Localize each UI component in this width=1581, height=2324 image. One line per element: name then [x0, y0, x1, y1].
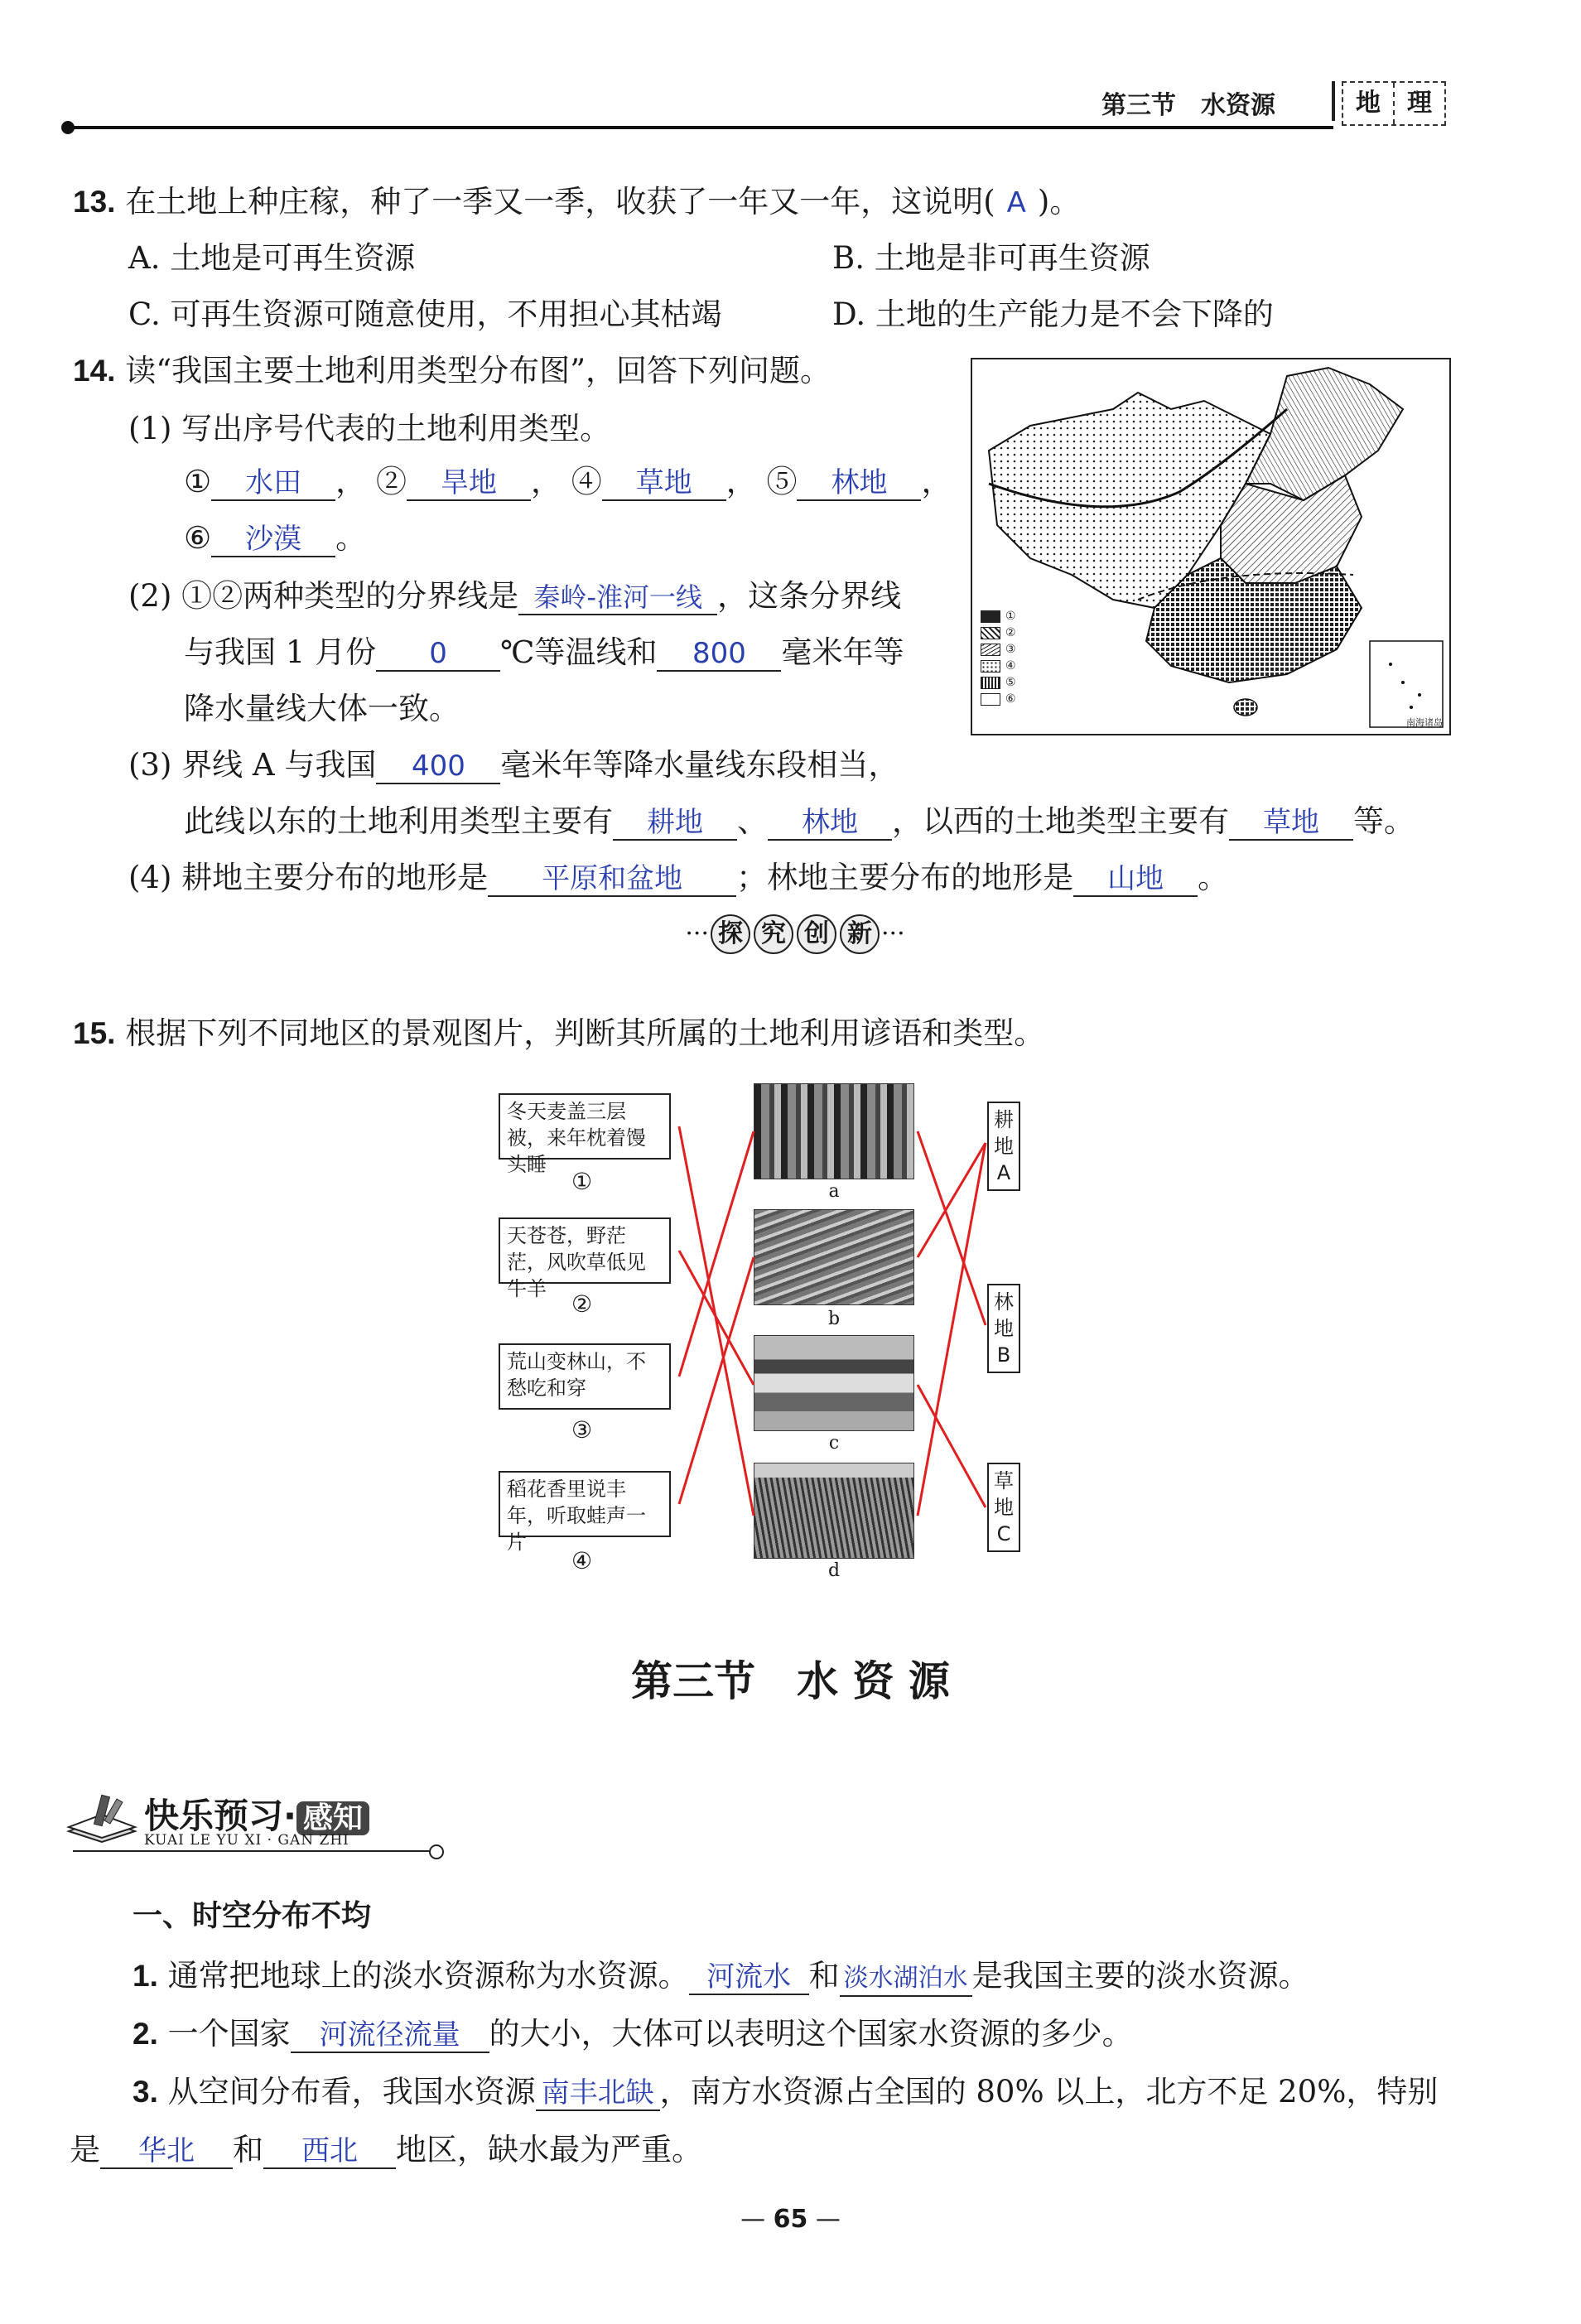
land-use-map [971, 358, 1451, 735]
map-legend [981, 608, 1016, 707]
answer-blank: 草地 [602, 466, 726, 501]
legend-row-5 [981, 674, 1016, 691]
q14-part3-line1 [128, 747, 899, 784]
dash-left: — [740, 2205, 774, 2234]
header-rule [66, 126, 1333, 129]
book-pen-icon [65, 1794, 139, 1844]
answer-blank: 河流水 [689, 1960, 809, 1995]
match-line [679, 1257, 754, 1504]
q13-option-b: B. 土地是非可再生资源 [832, 240, 1150, 276]
answer-blank: 沙漠 [211, 523, 335, 557]
q14-part1-row1 [184, 464, 952, 501]
page-header [66, 75, 1458, 133]
explore-char: 究 [754, 914, 793, 954]
header-section-title: 第三节 水资源 [1101, 91, 1275, 120]
item-number: ① [184, 464, 212, 499]
part1-heading: 一、时空分布不均 [133, 1899, 372, 1933]
q14-part2-line2 [184, 634, 904, 672]
q14-part1-label: (1) 写出序号代表的土地利用类型。 [128, 411, 611, 446]
text: 与我国 1 月份 [184, 634, 377, 670]
proverb-box-2: 天苍苍，野茫茫，风吹草低见牛羊 [499, 1217, 671, 1284]
answer-blank: 秦岭-淮河一线 [518, 581, 717, 615]
text: ；林地主要分布的地形是 [736, 860, 1074, 895]
photo-caption: d [827, 1560, 841, 1581]
q14-stem [73, 353, 831, 389]
subject-char-1: 地 [1343, 83, 1395, 124]
map-drawing [972, 359, 1449, 734]
legend-label: ① [1005, 610, 1016, 623]
explore-char: 新 [840, 914, 880, 954]
part1-q2 [133, 2016, 1133, 2053]
q13-number: 13. [73, 185, 116, 219]
text: 从空间分布看，我国水资源 [167, 2074, 536, 2109]
subject-box [1342, 81, 1446, 126]
q15-number: 15. [73, 1016, 116, 1050]
answer-blank: 华北 [100, 2134, 233, 2169]
map-hainan [1234, 699, 1257, 716]
photo-caption: c [828, 1433, 840, 1454]
answer-blank: 水田 [211, 466, 335, 501]
sep: ， [335, 464, 367, 499]
legend-label: ⑤ [1005, 676, 1016, 689]
type-box-grassland: 草地C [987, 1463, 1020, 1552]
map-inset [1370, 641, 1443, 727]
legend-label: ② [1005, 626, 1016, 639]
legend-row-4 [981, 658, 1016, 674]
match-line [679, 1251, 754, 1385]
text: 和 [233, 2132, 263, 2167]
text: 毫米年等 [781, 634, 904, 670]
q-number: 1. [133, 1959, 158, 1993]
text: 此线以东的土地利用类型主要有 [184, 803, 613, 839]
preview-end-circle [429, 1844, 444, 1859]
legend-row-3 [981, 641, 1016, 658]
answer-blank: 西北 [263, 2134, 396, 2169]
q-number: 3. [133, 2075, 158, 2109]
answer-blank: 0 [376, 637, 500, 672]
text: ，南方水资源占全国的 80% 以上，北方不足 20%，特别 [659, 2074, 1439, 2109]
text: (2) ①②两种类型的分界线是 [128, 578, 519, 614]
proverb-number: ③ [571, 1416, 593, 1444]
text: 地区，缺水最为严重。 [396, 2132, 702, 2167]
explore-char: 探 [711, 914, 750, 954]
answer-blank: 南丰北缺 [536, 2076, 660, 2111]
answer-blank: 400 [376, 750, 500, 784]
subject-char-2: 理 [1407, 89, 1432, 118]
q13-option-a: A. 土地是可再生资源 [128, 240, 416, 276]
text: ，这条分界线 [717, 578, 902, 614]
answer-blank: 800 [657, 637, 781, 672]
part1-q3-line2 [70, 2132, 702, 2169]
part1-q1 [133, 1958, 1309, 1997]
item-number: ⑤ [766, 464, 798, 499]
section-title: 第三节 水 资 源 [631, 1657, 950, 1705]
text: 和 [808, 1958, 840, 1994]
sep: ， [530, 464, 562, 499]
answer-blank: 林地 [797, 466, 921, 501]
q13-close: )。 [1037, 184, 1081, 219]
preview-banner [65, 1781, 454, 1855]
answer-blank: 旱地 [407, 466, 531, 501]
q14-number: 14. [73, 354, 116, 388]
text: 、 [737, 803, 768, 839]
text: 。 [1198, 860, 1229, 895]
header-divider [1332, 81, 1335, 121]
answer-blank: 河流径流量 [291, 2018, 489, 2053]
text: 等。 [1353, 803, 1415, 839]
text: 通常把地球上的淡水资源称为水资源。 [167, 1958, 689, 1994]
preview-pinyin: KUAI LE YU XI · GAN ZHI [144, 1832, 349, 1849]
text: 毫米年等降水量线东段相当， [500, 747, 899, 783]
text: 一个国家 [167, 2016, 291, 2052]
match-line [918, 1385, 986, 1507]
q-number: 2. [133, 2017, 158, 2051]
proverb-number: ① [571, 1168, 593, 1195]
text: 是 [70, 2132, 100, 2167]
preview-underline [73, 1850, 431, 1852]
legend-label: ③ [1005, 643, 1016, 656]
sep: ， [725, 464, 757, 499]
explore-banner [654, 914, 936, 954]
q13-stem [73, 184, 1080, 221]
text: ，以西的土地类型主要有 [892, 803, 1229, 839]
type-box-farmland: 耕地A [987, 1102, 1020, 1191]
matching-lines [497, 1077, 1027, 1590]
header-rule-dot [61, 121, 75, 134]
q13-answer: A [1006, 186, 1026, 219]
match-line [679, 1126, 754, 1516]
q14-part1-row2 [184, 520, 366, 557]
text: (3) 界线 A 与我国 [128, 747, 377, 783]
item-number: ④ [571, 464, 602, 499]
legend-label: ④ [1005, 659, 1016, 673]
q15-text: 根据下列不同地区的景观图片，判断其所属的土地利用谚语和类型。 [125, 1015, 1045, 1051]
proverb-box-1: 冬天麦盖三层被，来年枕着馒头睡 [499, 1093, 671, 1160]
end: 。 [335, 520, 367, 556]
preview-title-row [144, 1789, 369, 1839]
preview-dot: · [283, 1796, 296, 1836]
proverb-box-4: 稻花香里说丰年，听取蛙声一片 [499, 1471, 671, 1537]
page-number-value: 65 [773, 2205, 808, 2234]
q14-part2-line3: 降水量线大体一致。 [184, 691, 460, 726]
q14-part3-line2 [184, 803, 1415, 841]
photo-caption: a [828, 1181, 840, 1202]
type-box-forest: 林地B [987, 1284, 1020, 1373]
answer-blank: 淡水湖泊水 [840, 1962, 972, 1997]
preview-title: 快乐预习 [144, 1796, 284, 1836]
legend-row-6 [981, 691, 1016, 707]
map-inset-label: 南海诸岛 [1406, 717, 1443, 728]
q15-stem [73, 1015, 1044, 1052]
item-number: ⑥ [184, 520, 212, 556]
page-number [0, 2205, 1581, 2234]
answer-blank: 耕地 [613, 806, 737, 841]
q13-option-c: C. 可再生资源可随意使用，不用担心其枯竭 [128, 297, 722, 332]
part1-q3-line1 [133, 2074, 1438, 2111]
q14-text: 读“我国主要土地利用类型分布图”，回答下列问题。 [125, 353, 831, 388]
proverb-number: ② [571, 1290, 593, 1318]
legend-row-2 [981, 624, 1016, 641]
q13-text: 在土地上种庄稼，种了一季又一季，收获了一年又一年，这说明( [125, 184, 995, 219]
proverb-number: ④ [571, 1547, 593, 1574]
dots: ··· [685, 919, 709, 948]
legend-label: ⑥ [1005, 692, 1016, 706]
legend-row-1 [981, 608, 1016, 624]
text: ℃等温线和 [500, 634, 658, 670]
preview-tag: 感知 [296, 1801, 369, 1835]
proverb-box-3: 荒山变林山，不愁吃和穿 [499, 1343, 671, 1410]
answer-blank: 林地 [768, 806, 892, 841]
text: (4) 耕地主要分布的地形是 [128, 860, 489, 895]
answer-blank: 平原和盆地 [488, 862, 736, 897]
item-number: ② [375, 464, 407, 499]
dash-right: — [807, 2205, 841, 2234]
sep: ， [921, 464, 952, 499]
q15-matching [497, 1077, 1027, 1590]
q14-part4 [128, 860, 1228, 897]
text: 的大小，大体可以表明这个国家水资源的多少。 [489, 2016, 1133, 2052]
q13-option-d: D. 土地的生产能力是不会下降的 [832, 297, 1274, 332]
match-line [679, 1131, 754, 1377]
text: 是我国主要的淡水资源。 [971, 1958, 1309, 1994]
photo-caption: b [827, 1309, 841, 1329]
dots: ··· [881, 919, 905, 948]
answer-blank: 草地 [1229, 806, 1353, 841]
q14-part2-line1 [128, 578, 901, 615]
explore-char: 创 [797, 914, 836, 954]
answer-blank: 山地 [1073, 862, 1198, 897]
